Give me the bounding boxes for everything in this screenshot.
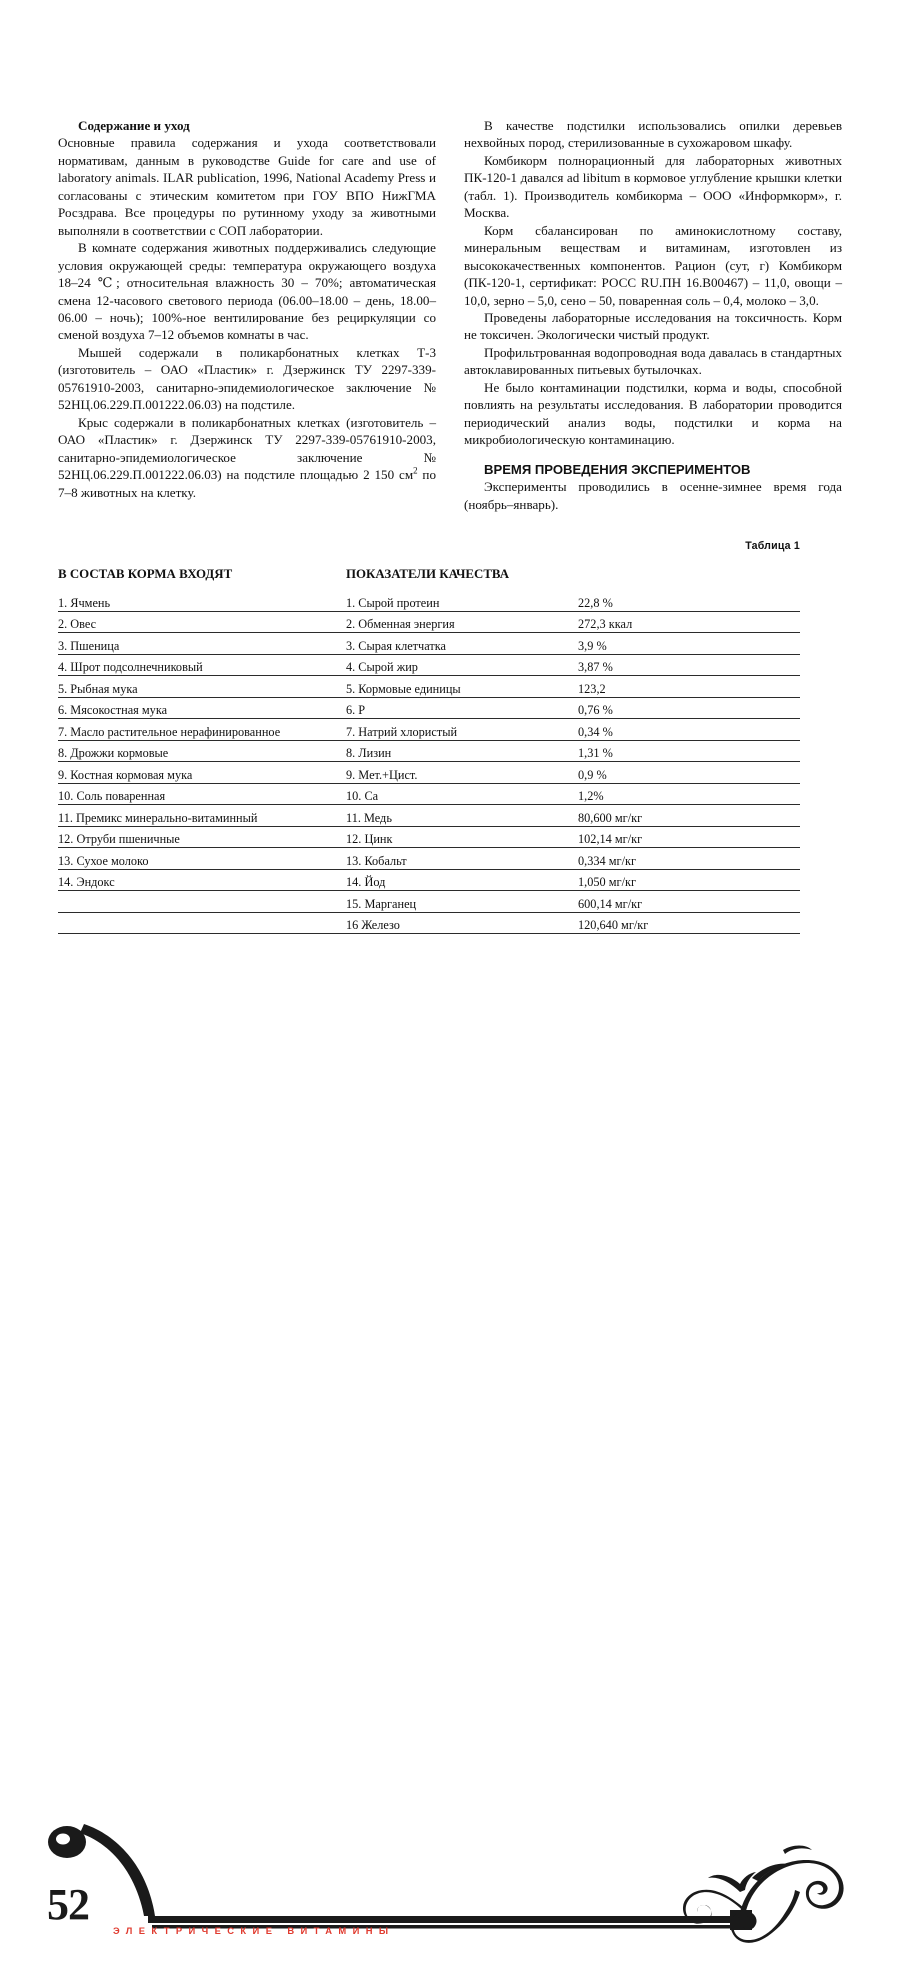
table-cell-value: 1,31 %	[578, 740, 800, 762]
table-row	[58, 611, 800, 633]
table-cell-value: 0,9 %	[578, 762, 800, 784]
table-row	[58, 762, 800, 784]
table-cell-indicator: 5. Кормовые единицы	[346, 676, 578, 698]
table-row	[58, 654, 800, 676]
paragraph-rat-cages-post: по 7–8 животных на клетку.	[58, 467, 436, 500]
table-caption: Таблица 1	[745, 540, 800, 552]
table-row	[58, 740, 800, 762]
page-number: 52	[47, 1880, 89, 1929]
table-row	[58, 633, 800, 655]
table-cell-indicator: 3. Сырая клетчатка	[346, 633, 578, 655]
table-cell-component: 12. Отруби пшеничные	[58, 826, 346, 848]
table-cell-indicator: 2. Обменная энергия	[346, 611, 578, 633]
paragraph-toxicity: Проведены лабораторные исследования на токсичность. Корм не токсичен. Экологически чистый продукт.	[464, 309, 842, 343]
table-row	[58, 676, 800, 698]
paragraph-contamination: Не было контаминации подстилки, корма и воды, способной повлиять на результаты исследования. В лаборатории проводится периодический анализ воды, подстилки и корма на микробиологическую контаминацию.	[464, 379, 842, 448]
paragraph-water: Профильтрованная водопроводная вода давалась в стандартных автоклавированных питьевых бутылочках.	[464, 344, 842, 378]
table-cell-indicator: 12. Цинк	[346, 826, 578, 848]
table-cell-value: 0,334 мг/кг	[578, 848, 800, 870]
table-cell-component: 13. Сухое молоко	[58, 848, 346, 870]
table-cell-value: 1,2%	[578, 783, 800, 805]
table-row	[58, 805, 800, 827]
paragraph-rat-cages-pre: Крыс содержали в поликарбонатных клетках (изготовитель – ОАО «Пластик» г. Дзержинск ТУ 2297-339-05761910-2003, санитарно-эпидемиологическое заключение № 52НЦ.06.229.П.001222.06.03) на подстиле площадью 2 150 см	[58, 414, 436, 483]
table-row	[58, 848, 800, 870]
paragraph-rat-cages	[58, 414, 436, 501]
paragraph-experiment-season: Эксперименты проводились в осенне-зимнее время года (ноябрь–январь).	[464, 479, 842, 512]
table-cell-value: 22,8 %	[578, 590, 800, 611]
paragraph-environment: В комнате содержания животных поддерживались следующие условия окружающей среды: температура окружающего воздуха 18–24 ℃; относительная влажность 30 – 70%; автоматическая смена 12-часового светового периода (06.00–18.00 – день, 18.00–06.00 – ночь); 100%-ное вентилирование без рециркуляции со сменой воздуха 7–12 объемов комнаты в час.	[58, 240, 436, 343]
table-row	[58, 869, 800, 891]
table-cell-indicator: 13. Кобальт	[346, 848, 578, 870]
table-cell-value: 3,87 %	[578, 654, 800, 676]
table-cell-value: 272,3 ккал	[578, 611, 800, 633]
feed-composition-table	[58, 568, 800, 934]
table-header-quality: ПОКАЗАТЕЛИ КАЧЕСТВА	[346, 567, 510, 581]
two-column-body	[58, 117, 842, 513]
table-cell-component: 2. Овес	[58, 611, 346, 633]
paragraph-mice-cages: Мышей содержали в поликарбонатных клетках Т-3 (изготовитель – ОАО «Пластик» г. Дзержинск ТУ 2297-339-05761910-2003, санитарно-эпидемиологическое заключение № 52НЦ.06.229.П.001222.06.03) на подстиле.	[58, 344, 436, 413]
table-cell-indicator: 9. Мет.+Цист.	[346, 762, 578, 784]
running-title: ЭЛЕКТРИЧЕСКИЕ ВИТАМИНЫ	[113, 1925, 395, 1936]
table-header-row	[58, 568, 800, 590]
table-cell-component: 10. Соль поваренная	[58, 783, 346, 805]
table-cell-indicator: 7. Натрий хлористый	[346, 719, 578, 741]
table-row	[58, 697, 800, 719]
table-cell-indicator: 4. Сырой жир	[346, 654, 578, 676]
table-cell-component: 14. Эндокс	[58, 869, 346, 891]
page-footer	[0, 905, 900, 1936]
table-cell-indicator: 1. Сырой протеин	[346, 590, 578, 611]
table-cell-component: 5. Рыбная мука	[58, 676, 346, 698]
table-cell-component: 9. Костная кормовая мука	[58, 762, 346, 784]
section-heading-experiment-time: ВРЕМЯ ПРОВЕДЕНИЯ ЭКСПЕРИМЕНТОВ	[484, 461, 751, 477]
table-cell-component: 8. Дрожжи кормовые	[58, 740, 346, 762]
table-cell-value: 0,76 %	[578, 697, 800, 719]
table-cell-value: 102,14 мг/кг	[578, 826, 800, 848]
table-cell-value: 123,2	[578, 676, 800, 698]
table-cell-indicator: 16 Железо	[346, 912, 578, 934]
table-cell-indicator: 8. Лизин	[346, 740, 578, 762]
table-cell-indicator: 14. Йод	[346, 869, 578, 891]
table-cell-value: 80,600 мг/кг	[578, 805, 800, 827]
table-row	[58, 826, 800, 848]
table-header-value	[578, 568, 800, 590]
table-cell-value: 600,14 мг/кг	[578, 891, 800, 913]
table-row	[58, 783, 800, 805]
left-column-subheading: Содержание и уход	[78, 118, 190, 133]
paragraph-care-rules: Основные правила содержания и ухода соответствовали нормативам, данным в руководстве Guide for care and use of laboratory animals. ILAR publication, 1996, National Academy Press и согласованы с этическим комитетом при ГОУ ВПО НижГМА Росздрава. Все процедуры по рутинному уходу за животными выполняли в соответствии с СОП лаборатории.	[58, 135, 436, 238]
table-body	[58, 590, 800, 934]
table-cell-component: 6. Мясокостная мука	[58, 697, 346, 719]
paragraph-bedding: В качестве подстилки использовались опилки деревьев нехвойных пород, стерилизованные в сухожаровом шкафу.	[464, 118, 842, 151]
table-cell-component: 4. Шрот подсолнечниковый	[58, 654, 346, 676]
table-cell-indicator: 10. Са	[346, 783, 578, 805]
square-superscript: 2	[413, 465, 418, 476]
left-column	[58, 117, 436, 513]
table-cell-value: 1,050 мг/кг	[578, 869, 800, 891]
decorative-flourish-icon	[40, 1820, 860, 1970]
table-cell-value: 3,9 %	[578, 633, 800, 655]
table-cell-indicator: 11. Медь	[346, 805, 578, 827]
table-header-components: В СОСТАВ КОРМА ВХОДЯТ	[58, 567, 233, 581]
paragraph-feed-type: Комбикорм полнорационный для лабораторных животных ПК-120-1 давался ad libitum в кормовое углубление крышки клетки (табл. 1). Производитель комбикорма – ООО «Информкорм», г. Москва.	[464, 152, 842, 221]
table-cell-indicator: 6. Р	[346, 697, 578, 719]
table-cell-component: 7. Масло растительное нерафинированное	[58, 719, 346, 741]
table-cell-component: 11. Премикс минерально-витаминный	[58, 805, 346, 827]
table-row	[58, 719, 800, 741]
table-cell-component: 1. Ячмень	[58, 590, 346, 611]
table-cell-value: 120,640 мг/кг	[578, 912, 800, 934]
table-cell-value: 0,34 %	[578, 719, 800, 741]
right-column	[464, 117, 842, 513]
table-row	[58, 590, 800, 611]
paragraph-feed-balance: Корм сбалансирован по аминокислотному составу, минеральным веществам и витаминам, изготовлен из высококачественных компонентов. Рацион (сут, г) Комбикорм (ПК-120-1, сертификат: РОСС RU.ПН 16.В00467) – 11,0, овощи – 10,0, зерно – 5,0, сено – 50, поваренная соль – 0,4, молоко – 3,0.	[464, 222, 842, 308]
table-cell-indicator: 15. Марганец	[346, 891, 578, 913]
table-cell-component: 3. Пшеница	[58, 633, 346, 655]
